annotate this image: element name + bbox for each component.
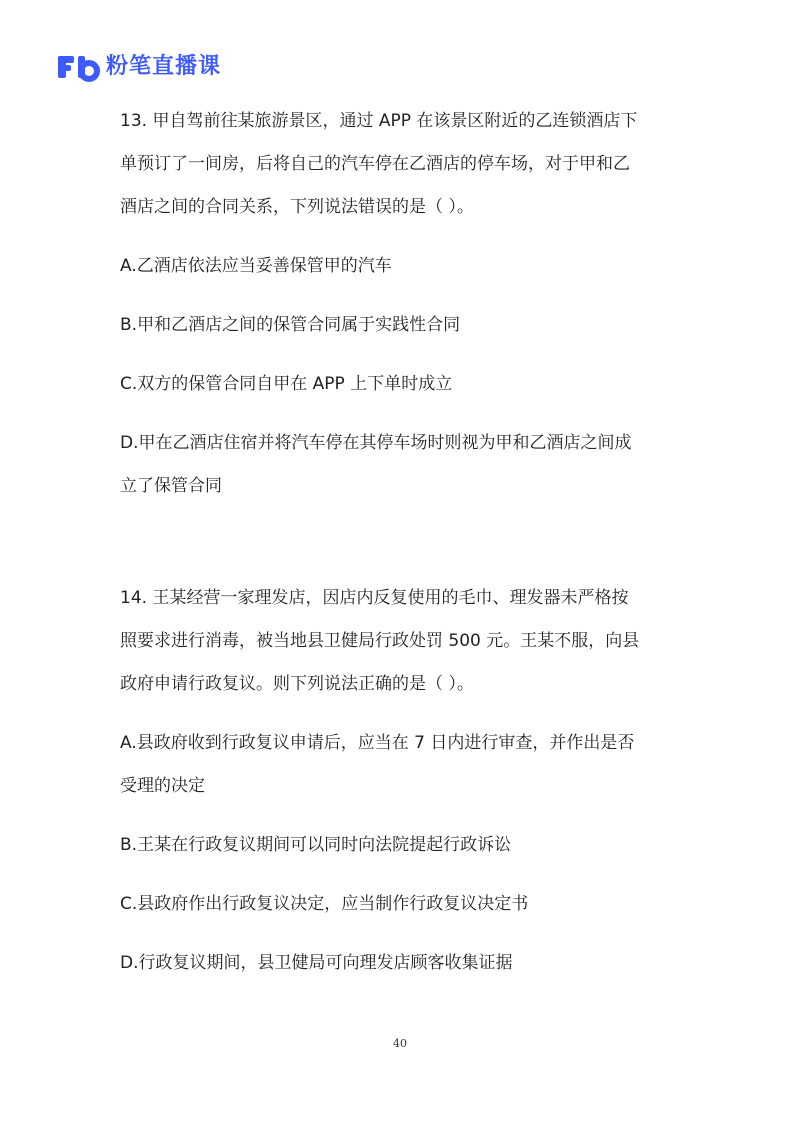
page-number: 40 [393, 1037, 407, 1050]
fb-logo-icon [56, 52, 100, 82]
option-b [120, 824, 680, 867]
stem-line: 13. 甲自驾前往某旅游景区，通过 APP 在该景区附近的乙连锁酒店下 [120, 111, 638, 131]
document-content [120, 100, 680, 985]
option-line: B.王某在行政复议期间可以同时向法院提起行政诉讼 [120, 835, 512, 855]
stem-line: 政府申请行政复议。则下列说法正确的是（ ）。 [120, 674, 474, 694]
header [56, 50, 221, 84]
stem-line: 照要求进行消毒，被当地县卫健局行政处罚 500 元。王某不服，向县 [120, 631, 640, 651]
question-spacer [120, 508, 680, 577]
stem-line: 单预订了一间房，后将自己的汽车停在乙酒店的停车场，对于甲和乙 [120, 154, 630, 174]
option-a [120, 722, 680, 808]
option-line: 立了保管合同 [120, 476, 222, 496]
stem-line: 14. 王某经营一家理发店，因店内反复使用的毛巾、理发器未严格按 [120, 588, 629, 608]
option-line: 受理的决定 [120, 776, 205, 796]
option-c [120, 363, 680, 406]
option-line: A.县政府收到行政复议申请后，应当在 7 日内进行审查，并作出是否 [120, 733, 635, 753]
option-b [120, 304, 680, 347]
option-line: C.双方的保管合同自甲在 APP 上下单时成立 [120, 374, 453, 394]
question-14 [120, 577, 680, 985]
option-line: A.乙酒店依法应当妥善保管甲的汽车 [120, 256, 392, 276]
option-line: B.甲和乙酒店之间的保管合同属于实践性合同 [120, 315, 461, 335]
option-c [120, 883, 680, 926]
question-stem [120, 577, 680, 706]
option-d [120, 942, 680, 985]
option-line: D.甲在乙酒店住宿并将汽车停在其停车场时则视为甲和乙酒店之间成 [120, 433, 632, 453]
question-13 [120, 100, 680, 508]
option-a [120, 245, 680, 288]
option-line: C.县政府作出行政复议决定，应当制作行政复议决定书 [120, 894, 529, 914]
stem-line: 酒店之间的合同关系，下列说法错误的是（ ）。 [120, 197, 474, 217]
brand-name: 粉笔直播课 [106, 54, 222, 79]
option-d [120, 422, 680, 508]
question-stem [120, 100, 680, 229]
option-line: D.行政复议期间，县卫健局可向理发店顾客收集证据 [120, 953, 513, 973]
